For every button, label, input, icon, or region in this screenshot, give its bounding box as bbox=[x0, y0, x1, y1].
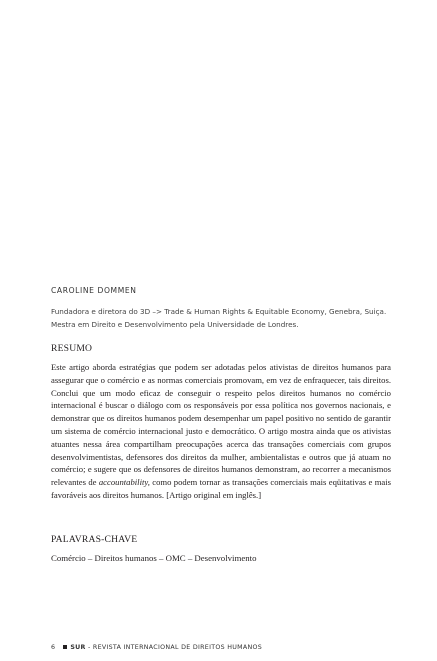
abstract-italic-term: accountability, bbox=[98, 477, 150, 488]
keywords-heading: PALAVRAS-CHAVE bbox=[51, 534, 138, 545]
page-number: 6 bbox=[51, 644, 56, 651]
author-bio: Fundadora e diretora do 3D –> Trade & Human Rights & Equitable Economy, Genebra, Suiça. Mestra em Direito e Desenvolvimento pela Universidade de Londres. bbox=[51, 307, 387, 329]
journal-brand: SUR bbox=[70, 644, 86, 651]
abstract-heading: RESUMO bbox=[51, 343, 93, 354]
abstract-text-part-2: como podem tornar as transações comerciais mais eqüitativas e mais favoráveis aos direitos humanos. [Artigo original em inglês.] bbox=[51, 477, 391, 500]
author-name: CAROLINE DOMMEN bbox=[51, 286, 137, 295]
square-bullet-icon bbox=[63, 645, 67, 649]
abstract-text bbox=[51, 361, 391, 502]
journal-title: - REVISTA INTERNACIONAL DE DIREITOS HUMANOS bbox=[85, 644, 263, 651]
page-footer bbox=[51, 644, 262, 651]
keywords-list: Comércio – Direitos humanos – OMC – Desenvolvimento bbox=[51, 553, 257, 563]
abstract-text-part-1: Este artigo aborda estratégias que podem ser adotadas pelos ativistas de direitos humanos para assegurar que o comércio e as normas comerciais promovam, em vez de enfraquecer, tais direitos. Conclui que um modo eficaz de conseguir o respeito pelos direitos humanos no comércio internacional é buscar o diálogo com os responsáveis por essa política nos governos nacionais, e demonstrar que os direitos humanos podem desempenhar um papel positivo no sentido de garantir um sistema de comércio internacional justo e democrático. O artigo mostra ainda que os ativistas atuantes nessa área compartilham preocupações acerca das transações comerciais com grupos desenvolvimentistas, defensores dos direitos da mulher, ambientalistas e outros que já atuam no comércio; e sugere que os defensores de direitos humanos demonstram, ao recorrer a mecanismos relevantes de bbox=[51, 362, 391, 488]
